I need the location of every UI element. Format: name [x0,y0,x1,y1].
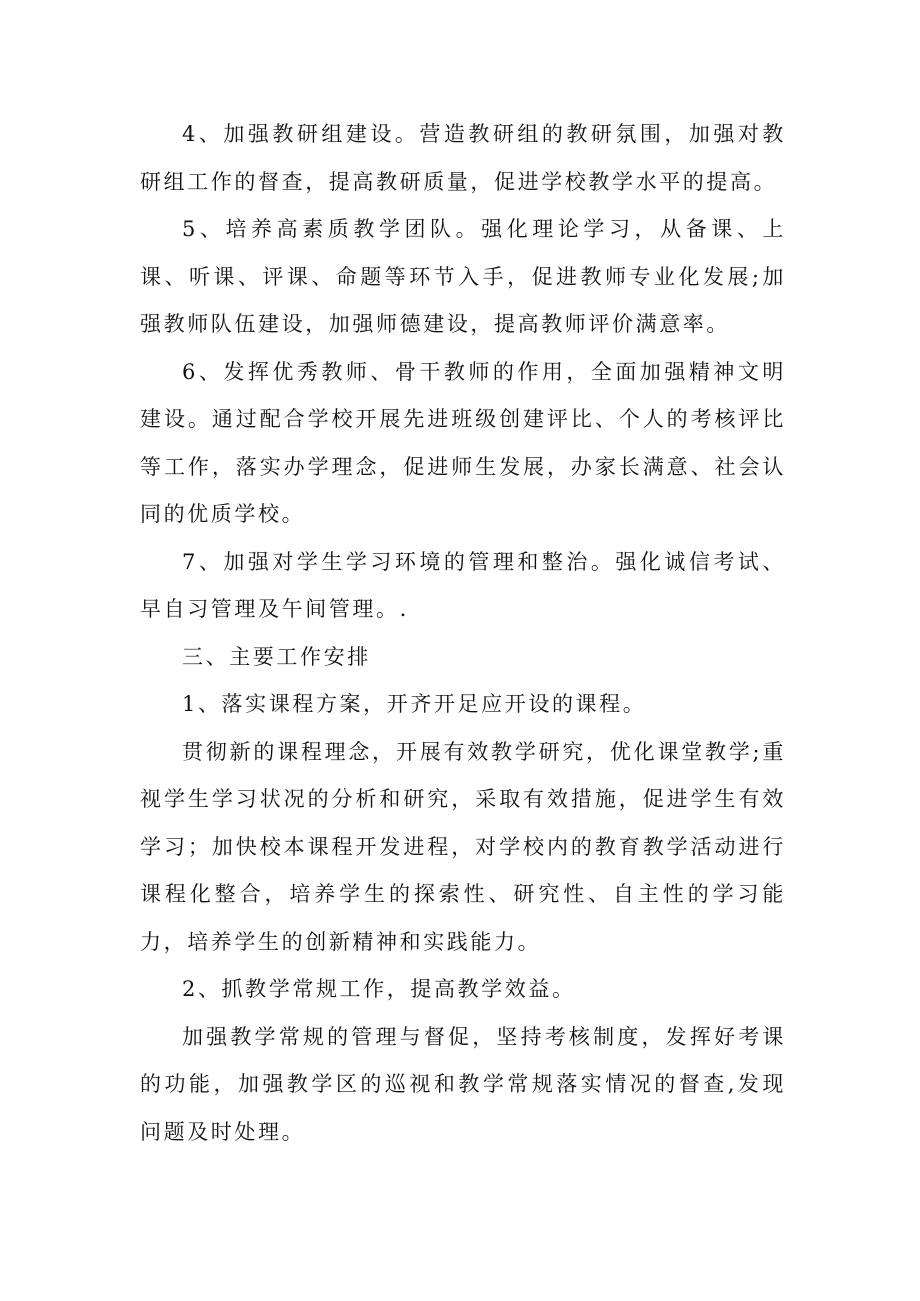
work-item-1: 1、落实课程方案，开齐开足应开设的课程。 [182,692,647,716]
work-item-1-detail: 贯彻新的课程理念，开展有效教学研究，优化课堂教学;重视学生学习状况的分析和研究，采取有效措施，促进学生有效学习；加快校本课程开发进程，对学校内的教育教学活动进行课程化整合，培养学生的探索性、研究性、自主性的学习能力，培养学生的创新精神和实践能力。 [140,739,786,954]
section-heading-main-work: 三、主要工作安排 [182,644,371,669]
paragraph-item-7: 7、加强对学生学习环境的管理和整治。强化诚信考试、早自习管理及午间管理。. [140,549,786,621]
paragraph-item-5: 5、培养高素质教学团队。强化理论学习，从备课、上课、听课、评课、命题等环节入手，促进教师专业化发展;加强教师队伍建设，加强师德建设，提高教师评价满意率。 [140,217,786,336]
paragraph-item-4: 4、加强教研组建设。营造教研组的教研氛围，加强对教研组工作的督查，提高教研质量，促进学校教学水平的提高。 [140,122,786,194]
paragraph-item-6: 6、发挥优秀教师、骨干教师的作用，全面加强精神文明建设。通过配合学校开展先进班级创建评比、个人的考核评比等工作，落实办学理念，促进师生发展，办家长满意、社会认同的优质学校。 [140,359,786,526]
work-item-2-detail: 加强教学常规的管理与督促，坚持考核制度，发挥好考课的功能，加强教学区的巡视和教学常规落实情况的督查,发现问题及时处理。 [140,1024,786,1144]
work-item-2: 2、抓教学常规工作，提高教学效益。 [182,977,576,1001]
document-body [140,111,786,1156]
